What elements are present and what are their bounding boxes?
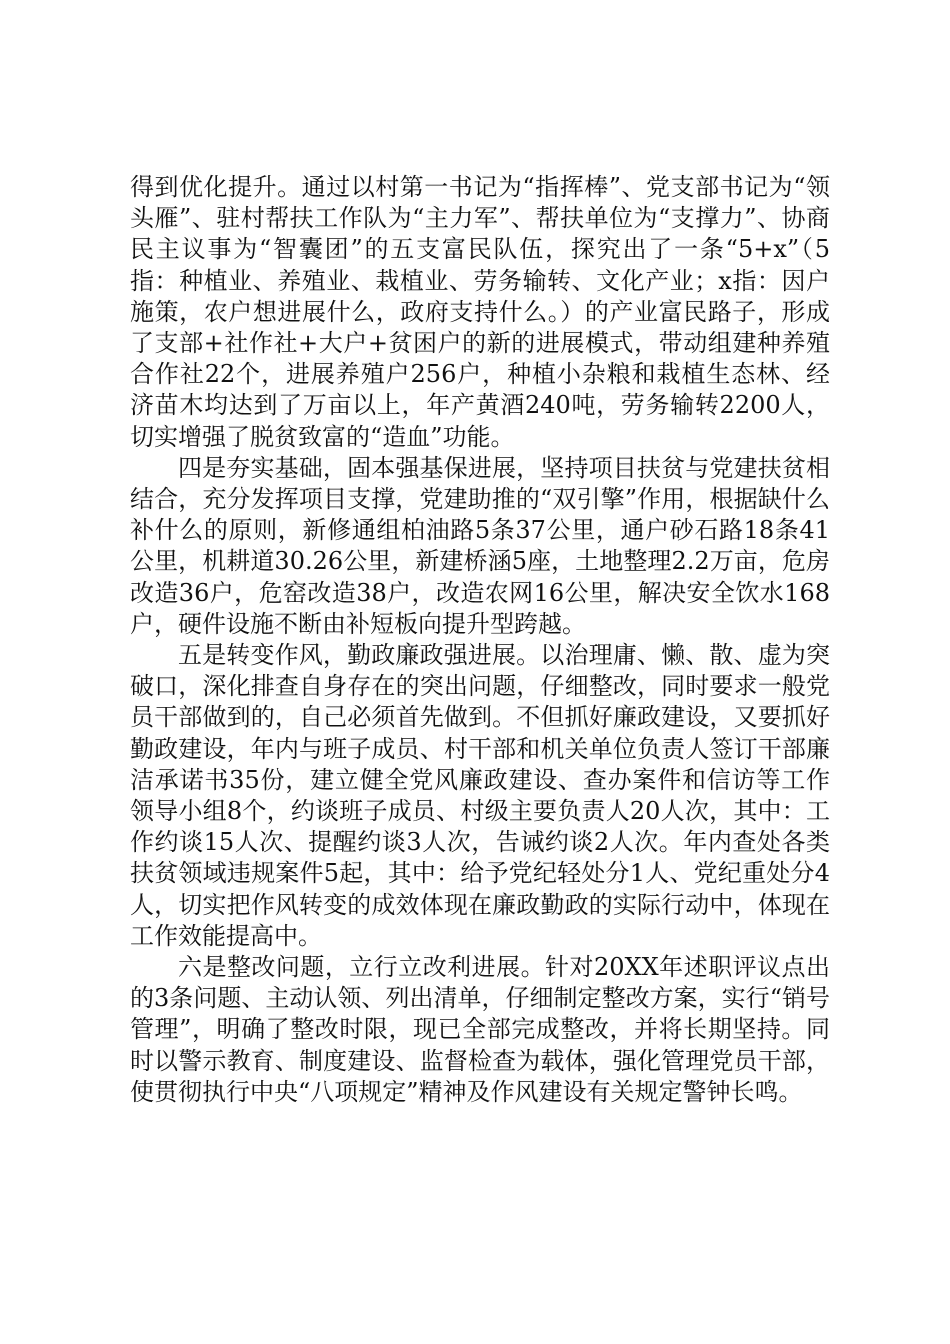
paragraph-item-five: 五是转变作风，勤政廉政强进展。以治理庸、懒、散、虚为突破口，深化排查自身存在的突出问题，仔细整改，同时要求一般党员干部做到的，自己必须首先做到。不但抓好廉政建设，又要抓好勤政建设，年内与班子成员、村干部和机关单位负责人签订干部廉洁承诺书35份，建立健全党风廉政建设、查办案件和信访等工作领导小组8个，约谈班子成员、村级主要负责人20人次，其中：工作约谈15人次、提醒约谈3人次，告诫约谈2人次。年内查处各类扶贫领域违规案件5起，其中：给予党纪轻处分1人、党纪重处分4人，切实把作风转变的成效体现在廉政勤政的实际行动中，体现在工作效能提高中。 [130, 641, 830, 950]
document-body [130, 172, 830, 1108]
paragraph-item-six: 六是整改问题，立行立改利进展。针对20XX年述职评议点出的3条问题、主动认领、列出清单，仔细制定整改方案，实行“销号管理”，明确了整改时限，现已全部完成整改，并将长期坚持。同时以警示教育、制度建设、监督检查为载体，强化管理党员干部，使贯彻执行中央“八项规定”精神及作风建设有关规定警钟长鸣。 [130, 953, 830, 1106]
paragraph-item-four: 四是夯实基础，固本强基保进展，坚持项目扶贫与党建扶贫相结合，充分发挥项目支撑，党建助推的“双引擎”作用，根据缺什么补什么的原则，新修通组柏油路5条37公里，通户砂石路18条41公里，机耕道30.26公里，新建桥涵5座，土地整理2.2万亩，危房改造36户，危窑改造38户，改造农网16公里，解决安全饮水168户，硬件设施不断由补短板向提升型跨越。 [130, 453, 830, 638]
paragraph-continuation: 得到优化提升。通过以村第一书记为“指挥棒”、党支部书记为“领头雁”、驻村帮扶工作队为“主力军”、帮扶单位为“支撑力”、协商民主议事为“智囊团”的五支富民队伍，探究出了一条“5+x”（5指：种植业、养殖业、栽植业、劳务输转、文化产业；x指：因户施策，农户想进展什么，政府支持什么。）的产业富民路子，形成了支部+社作社+大户+贫困户的新的进展模式，带动组建种养殖合作社22个，进展养殖户256户，种植小杂粮和栽植生态林、经济苗木均达到了万亩以上，年产黄酒240吨，劳务输转2200人，切实增强了脱贫致富的“造血”功能。 [130, 173, 830, 451]
